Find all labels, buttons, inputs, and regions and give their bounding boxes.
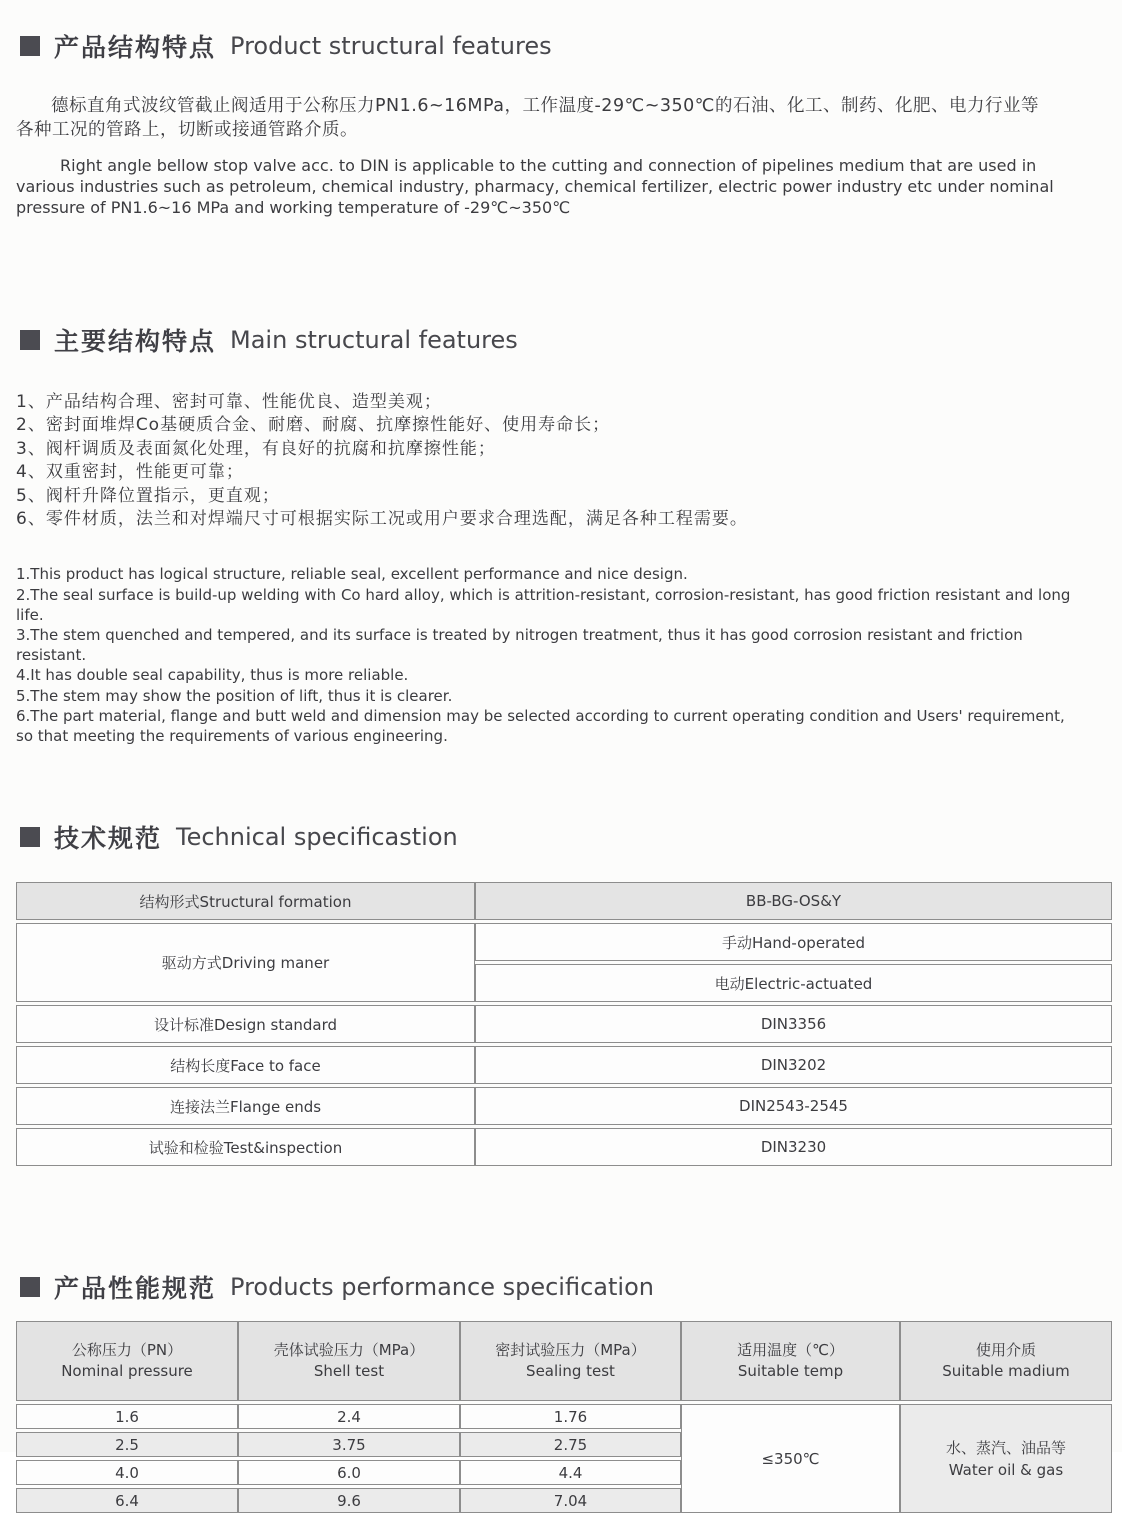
table-row [16,1087,1112,1125]
column-header-shell-test [238,1321,460,1401]
column-header-sealing-test [460,1321,681,1401]
feature-item-zh: 1、产品结构合理、密封可靠、性能优良、造型美观； [16,392,442,412]
spec-label-cell: 结构形式Structural formation [16,882,475,920]
spec-label-cell: 结构长度Face to face [16,1046,475,1084]
header-zh: 适用温度（℃） [737,1341,844,1360]
intro-paragraph-en: Right angle bellow stop valve acc. to DIN is applicable to the cutting and connection of pipelines medium that are used in various industries such as petroleum, chemical industry, pharmacy, chemical fertilizer, electric power industry etc under nominal pressure of PN1.6~16 MPa and working temperature of -29℃~350℃ [16,156,1054,217]
heading-en: Main structural features [230,326,518,354]
pn-cell: 4.0 [16,1460,238,1485]
header-en: Suitable madium [942,1362,1070,1381]
performance-table [16,1318,1112,1516]
table-row [16,1005,1112,1043]
sealing-test-cell: 1.76 [460,1404,681,1429]
table-row [16,1046,1112,1084]
spec-value-cell: 电动Electric-actuated [475,964,1112,1002]
spec-value-cell: BB-BG-OS&Y [475,882,1112,920]
section-heading-main-structural-features [20,322,1110,358]
header-en: Sealing test [526,1362,615,1381]
heading-zh: 主要结构特点 [54,327,217,356]
feature-item-en: 6.The part material, flange and butt weld and dimension may be selected according to current operating condition and Users' requirement, so that meeting the requirements of various engineering. [16,706,1065,746]
header-en: Nominal pressure [61,1362,193,1381]
column-header-suitable-medium [900,1321,1112,1401]
table-row [16,882,1112,920]
sealing-test-cell: 2.75 [460,1432,681,1457]
section-heading-product-structural-features [20,0,1110,64]
header-en: Suitable temp [737,1362,844,1381]
feature-list-en [16,564,1078,746]
spec-value-cell: DIN3230 [475,1128,1112,1166]
spec-label-cell: 连接法兰Flange ends [16,1087,475,1125]
pn-cell: 1.6 [16,1404,238,1429]
heading-zh: 产品性能规范 [54,1274,217,1304]
spec-value-cell: DIN3356 [475,1005,1112,1043]
feature-item-en: 3.The stem quenched and tempered, and its surface is treated by nitrogen treatment, thus it has good corrosion resistant and friction resistant. [16,626,1023,665]
header-zh: 壳体试验压力（MPa） [273,1341,425,1360]
pn-cell: 6.4 [16,1488,238,1513]
medium-en: Water oil & gas [948,1460,1064,1479]
spec-label-cell: 试验和检验Test&inspection [16,1128,475,1166]
section-bullet-icon [20,36,40,56]
intro-paragraph-zh: 德标直角式波纹管截止阀适用于公称压力PN1.6~16MPa，工作温度-29℃~350℃的石油、化工、制药、化肥、电力行业等各种工况的管路上，切断或接通管路介质。 [16,96,1039,140]
section-heading-technical-specification [20,819,1110,855]
shell-test-cell: 6.0 [238,1460,460,1485]
spec-value-cell: DIN3202 [475,1046,1112,1084]
suitable-medium-cell [900,1404,1112,1513]
feature-item-zh: 5、阀杆升降位置指示，更直观； [16,485,280,506]
header-zh: 密封试验压力（MPa） [495,1341,646,1360]
feature-item-en: 1.This product has logical structure, reliable seal, excellent performance and nice design. [16,565,688,584]
spec-value-cell: 手动Hand-operated [475,923,1112,961]
heading-en: Products performance specification [230,1273,654,1302]
shell-test-cell: 2.4 [238,1404,460,1429]
pn-cell: 2.5 [16,1432,238,1457]
spec-label-cell: 设计标准Design standard [16,1005,475,1043]
feature-item-zh: 2、密封面堆焊Co基硬质合金、耐磨、耐腐、抗摩擦性能好、使用寿命长； [16,415,611,436]
header-zh: 公称压力（PN） [71,1341,183,1360]
spec-value-cell: DIN2543-2545 [475,1087,1112,1125]
table-row [16,1128,1112,1166]
table-header-row [16,1321,1112,1401]
technical-spec-table [16,879,1112,1169]
feature-item-zh: 6、零件材质，法兰和对焊端尺寸可根据实际工况或用户要求合理选配，满足各种工程需要。 [16,509,748,530]
medium-zh: 水、蒸汽、油品等 [945,1438,1066,1457]
table-row [16,1404,1112,1429]
header-zh: 使用介质 [975,1341,1036,1360]
column-header-nominal-pressure [16,1321,238,1401]
section-bullet-icon [20,827,40,847]
section-heading-performance-specification [20,1269,1110,1305]
heading-en: Product structural features [230,32,552,60]
feature-item-en: 2.The seal surface is build-up welding with Co hard alloy, which is attrition-resistant, corrosion-resistant, has good friction resistant and long life. [16,585,1071,624]
feature-item-zh: 3、阀杆调质及表面氮化处理，有良好的抗腐和抗摩擦性能； [16,438,496,459]
heading-en: Technical specificastion [176,823,458,852]
suitable-temp-cell: ≤350℃ [681,1404,900,1513]
feature-item-en: 5.The stem may show the position of lift, thus it is clearer. [16,686,453,705]
shell-test-cell: 3.75 [238,1432,460,1457]
section-bullet-icon [20,330,40,350]
feature-item-zh: 4、双重密封，性能更可靠； [16,462,244,483]
heading-zh: 产品结构特点 [54,33,217,62]
spec-label-cell: 驱动方式Driving maner [16,923,475,1002]
column-header-suitable-temp [681,1321,900,1401]
sealing-test-cell: 4.4 [460,1460,681,1485]
heading-zh: 技术规范 [54,824,163,854]
section-bullet-icon [20,1277,40,1297]
sealing-test-cell: 7.04 [460,1488,681,1513]
table-row [16,923,1112,961]
feature-list-zh [16,391,1110,531]
shell-test-cell: 9.6 [238,1488,460,1513]
header-en: Shell test [313,1362,385,1381]
feature-item-en: 4.It has double seal capability, thus is more reliable. [16,666,409,685]
